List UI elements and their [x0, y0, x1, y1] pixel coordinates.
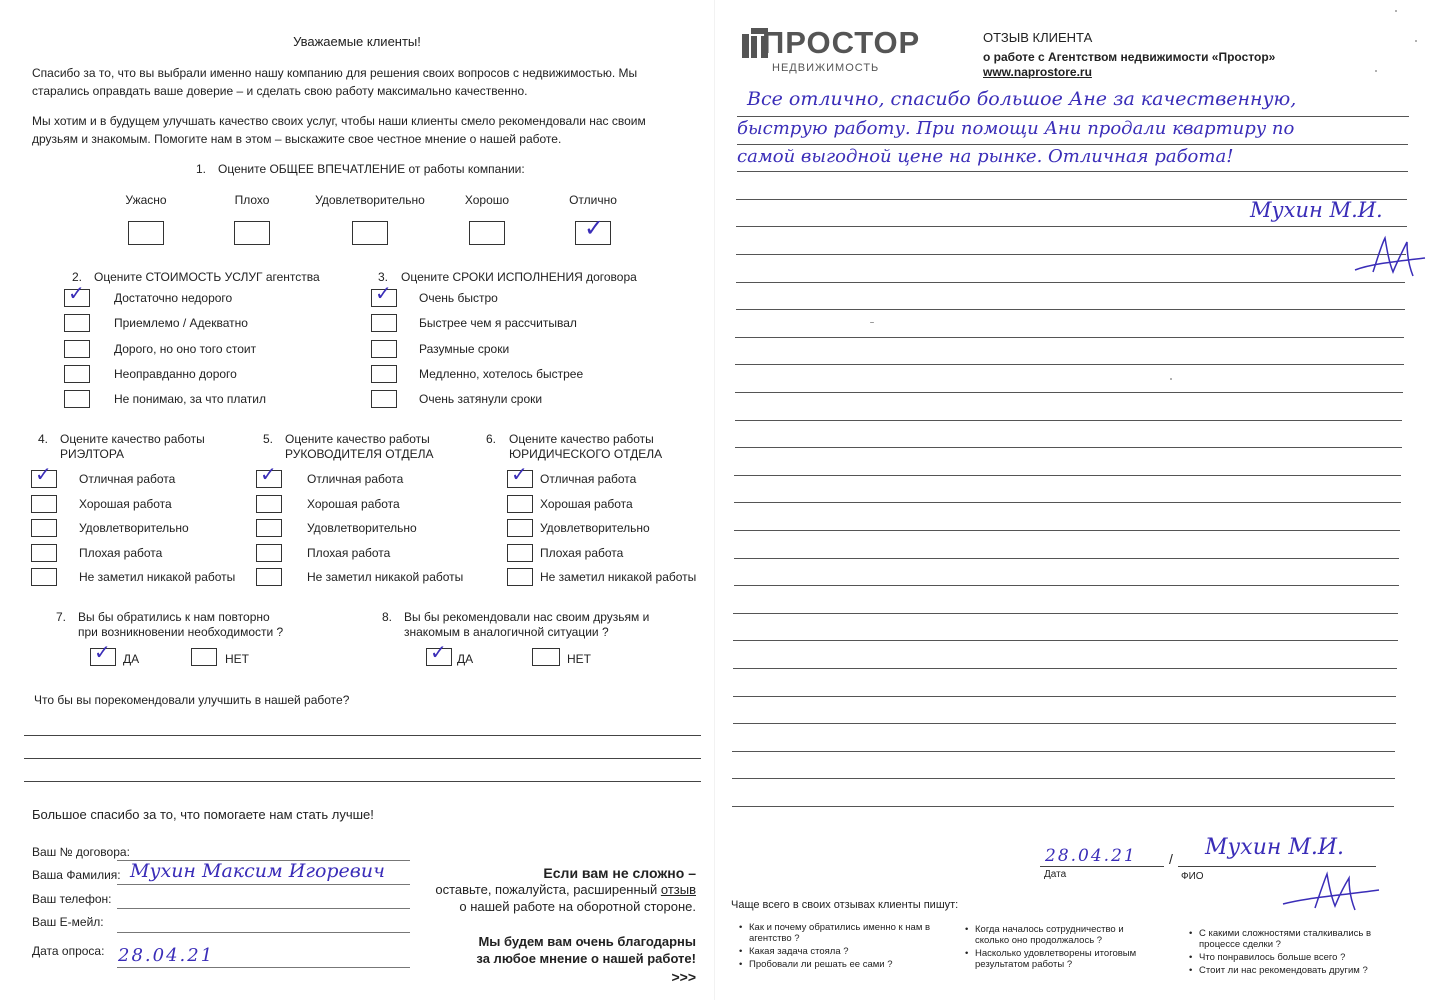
- cta-line-2-text: оставьте, пожалуйста, расширенный: [435, 882, 661, 897]
- tip-item: [965, 948, 1155, 970]
- greeting-heading: Уважаемые клиенты!: [293, 34, 421, 49]
- q2-option-label: Неоправданно дорого: [114, 366, 237, 381]
- q7-no-checkbox[interactable]: [191, 648, 217, 666]
- review-date-line[interactable]: [1040, 866, 1164, 867]
- q4-option-checkbox[interactable]: [31, 544, 57, 562]
- checkmark-icon: ✓: [430, 640, 447, 664]
- review-ruled-line[interactable]: [735, 420, 1403, 421]
- q6-option-checkbox[interactable]: [507, 568, 533, 586]
- thanks-heading: Большое спасибо за то, что помогаете нам стать лучше!: [32, 807, 374, 822]
- q4-option-checkbox[interactable]: [31, 495, 57, 513]
- q6-title-1: Оцените качество работы: [509, 432, 654, 446]
- checkmark-icon: ✓: [584, 214, 605, 242]
- q2-option-checkbox[interactable]: [64, 340, 90, 358]
- surname-handwritten: Мухин Максим Игоревич: [130, 860, 385, 882]
- cta-line-5: за любое мнение о нашей работе!: [476, 951, 696, 966]
- tip-item: [1189, 928, 1379, 950]
- q7-yes-checkbox[interactable]: [90, 640, 116, 666]
- q2-option-label: Дорого, но оно того стоит: [114, 341, 257, 356]
- q6-option-label: Отличная работа: [540, 472, 637, 486]
- review-ruled-line[interactable]: [734, 530, 1400, 531]
- q6-option-checkbox[interactable]: [507, 544, 533, 562]
- improve-line[interactable]: [24, 735, 701, 736]
- date-field-line[interactable]: [117, 967, 410, 968]
- checkmark-icon: ✓: [68, 281, 85, 305]
- surname-label: Ваша Фамилия:: [32, 868, 121, 882]
- review-ruled-line[interactable]: [733, 668, 1397, 669]
- q1-option-checkbox[interactable]: [234, 221, 270, 245]
- checkmark-icon: ✓: [511, 462, 528, 486]
- bullet-icon: •: [1189, 965, 1193, 976]
- tips-column-2: [965, 924, 1155, 972]
- q8-yes-label: ДА: [457, 652, 474, 666]
- q6-option-label: Удовлетворительно: [540, 521, 650, 535]
- q5-number: 5.: [263, 432, 274, 446]
- review-line-1: Все отлично, спасибо большое Ане за качественную,: [747, 88, 1297, 110]
- intro-paragraph-2: Мы хотим и в будущем улучшать качество своих услуг, чтобы наши клиенты смело рекомендовали нас своим друзьям и знакомым. Помогите нам в этом – выскажите свое честное мнение о нашей работе.: [32, 114, 646, 146]
- scan-speck: [870, 322, 874, 323]
- scan-speck: [1395, 10, 1397, 12]
- q5-option-checkbox[interactable]: [256, 519, 282, 537]
- review-header-subtitle: о работе с Агентством недвижимости «Простор»: [983, 50, 1276, 64]
- tip-text: Что понравилось больше всего ?: [1199, 952, 1346, 963]
- q8-number: 8.: [382, 610, 393, 624]
- q5-option-label: Отличная работа: [307, 472, 404, 486]
- q4-number: 4.: [38, 432, 49, 446]
- q4-option-checkbox[interactable]: [31, 462, 57, 488]
- review-ruled-line[interactable]: [734, 475, 1401, 476]
- q1-option-checkbox[interactable]: [128, 221, 164, 245]
- tip-item: [739, 922, 939, 944]
- q5-option-checkbox[interactable]: [256, 462, 282, 488]
- review-ruled-line[interactable]: [734, 502, 1400, 503]
- improve-line[interactable]: [24, 781, 701, 782]
- q8-no-label: НЕТ: [567, 652, 591, 666]
- prostor-logo: [742, 26, 932, 76]
- logo-subtitle: НЕДВИЖИМОСТЬ: [772, 62, 880, 74]
- tips-title: Чаще всего в своих отзывах клиенты пишут:: [731, 899, 959, 911]
- q4-option-label: Отличная работа: [79, 472, 176, 486]
- review-ruled-line[interactable]: [737, 116, 1409, 117]
- bullet-icon: •: [739, 946, 743, 957]
- scan-speck: [1375, 70, 1377, 72]
- q5-title-1: Оцените качество работы: [285, 432, 430, 446]
- q6-option-label: Плохая работа: [540, 545, 624, 560]
- q3-option-label: Разумные сроки: [419, 341, 510, 356]
- q7-yes-label: ДА: [123, 652, 140, 666]
- scan-speck: [1415, 40, 1417, 42]
- q8-no-checkbox[interactable]: [532, 648, 560, 666]
- q4-option-checkbox[interactable]: [31, 568, 57, 586]
- q4-option-checkbox[interactable]: [31, 519, 57, 537]
- bullet-icon: •: [965, 948, 969, 959]
- q3-option-checkbox[interactable]: [371, 314, 397, 332]
- q1-option-label: Удовлетворительно: [315, 193, 425, 207]
- checkmark-icon: ✓: [375, 281, 392, 305]
- tips-column-1: [739, 922, 939, 972]
- q5-option-checkbox[interactable]: [256, 495, 282, 513]
- cta-line-4: Мы будем вам очень благодарны: [478, 934, 696, 949]
- q1-option-checkbox[interactable]: [575, 214, 611, 245]
- q8-line-2: знакомым в аналогичной ситуации ?: [404, 625, 609, 639]
- q4-option-label: Хорошая работа: [79, 496, 172, 511]
- q5-option-label: Не заметил никакой работы: [307, 570, 464, 584]
- review-line-3: самой выгодной цене на рынке. Отличная работа!: [737, 146, 1234, 167]
- q2-option-checkbox[interactable]: [64, 314, 90, 332]
- signature-icon: [1351, 232, 1431, 282]
- cta-arrows: >>>: [671, 969, 696, 985]
- q8-yes-checkbox[interactable]: [426, 640, 452, 666]
- date-label: Дата опроса:: [32, 944, 105, 958]
- review-ruled-line[interactable]: [736, 226, 1406, 227]
- q4-option-label: Плохая работа: [79, 545, 163, 560]
- review-ruled-line[interactable]: [735, 364, 1403, 365]
- q6-option-checkbox[interactable]: [507, 462, 533, 488]
- fio-signature-icon: [1275, 868, 1385, 913]
- review-ruled-line[interactable]: [736, 309, 1405, 310]
- q2-option-checkbox[interactable]: [64, 390, 90, 408]
- tip-text: Какая задача стояла ?: [749, 946, 849, 957]
- q2-option-checkbox[interactable]: [64, 365, 90, 383]
- review-ruled-line[interactable]: [733, 613, 1398, 614]
- q1-title: Оцените ОБЩЕЕ ВПЕЧАТЛЕНИЕ от работы компании:: [218, 162, 525, 176]
- phone-label: Ваш телефон:: [32, 892, 112, 906]
- q2-option-label: Не понимаю, за что платил: [114, 392, 267, 407]
- q5-option-label: Плохая работа: [307, 545, 391, 560]
- review-link[interactable]: отзыв: [660, 882, 696, 897]
- email-label: Ваш Е-мейл:: [32, 915, 104, 929]
- website-link[interactable]: www.naprostore.ru: [983, 65, 1092, 79]
- q3-option-checkbox[interactable]: [371, 281, 397, 307]
- review-ruled-line[interactable]: [733, 640, 1397, 641]
- q5-title-2: РУКОВОДИТЕЛЯ ОТДЕЛА: [285, 447, 434, 461]
- tip-text: С какими сложностями сталкивались в процессе сделки ?: [1199, 928, 1372, 950]
- tip-text: Когда началось сотрудничество и сколько оно продолжалось ?: [975, 924, 1124, 946]
- q1-option-checkbox[interactable]: [352, 221, 388, 245]
- review-ruled-line[interactable]: [733, 696, 1397, 697]
- q5-option-checkbox[interactable]: [256, 544, 282, 562]
- tip-item: [965, 924, 1155, 946]
- q2-option-checkbox[interactable]: [64, 281, 90, 307]
- q6-number: 6.: [486, 432, 497, 446]
- tip-text: Пробовали ли решать ее сами ?: [749, 959, 893, 970]
- q4-title-1: Оцените качество работы: [60, 432, 205, 446]
- review-ruled-line[interactable]: [732, 778, 1394, 779]
- right-page: [715, 0, 1439, 1000]
- scan-speck: [1170, 378, 1172, 380]
- bullet-icon: •: [1189, 952, 1193, 963]
- checkmark-icon: ✓: [94, 640, 111, 664]
- bullet-icon: •: [739, 922, 743, 933]
- survey-date-handwritten: 28.04.21: [118, 945, 215, 966]
- q1-option-label: Хорошо: [464, 193, 510, 207]
- tip-text: Стоит ли нас рекомендовать другим ?: [1199, 965, 1368, 976]
- q3-option-label: Быстрее чем я рассчитывал: [419, 316, 577, 331]
- review-date-label: Дата: [1044, 869, 1067, 880]
- phone-field-line[interactable]: [117, 908, 410, 909]
- review-ruled-line[interactable]: [735, 392, 1403, 393]
- q6-option-label: Не заметил никакой работы: [540, 570, 697, 584]
- review-fio-label: ФИО: [1181, 871, 1204, 882]
- review-ruled-line[interactable]: [737, 171, 1408, 172]
- q2-number: 2.: [72, 270, 83, 284]
- tip-item: [1189, 952, 1379, 963]
- q2-option-label: Достаточно недорого: [114, 291, 233, 305]
- q4-title-2: РИЭЛТОРА: [60, 447, 125, 461]
- logo-text: ПРОСТОР: [762, 25, 921, 60]
- q2-title: Оцените СТОИМОСТЬ УСЛУГ агентства: [94, 270, 320, 284]
- q5-option-label: Удовлетворительно: [307, 521, 417, 535]
- left-page: [0, 0, 714, 1000]
- q5-option-label: Хорошая работа: [307, 496, 400, 511]
- q1-option-checkbox[interactable]: [469, 221, 505, 245]
- cta-line-2: [435, 883, 696, 897]
- improve-line[interactable]: [24, 758, 701, 759]
- intro-paragraph-1: Спасибо за то, что вы выбрали именно нашу компанию для решения своих вопросов с недвижимостью. Мы старались оправдать ваше доверие – и сделать свою работу максимально качественно.: [32, 66, 638, 98]
- q6-option-label: Хорошая работа: [540, 496, 633, 511]
- review-ruled-line[interactable]: [733, 723, 1396, 724]
- q3-option-label: Очень затянули сроки: [419, 392, 543, 407]
- q4-option-label: Удовлетворительно: [79, 521, 189, 535]
- review-header-title: ОТЗЫВ КЛИЕНТА: [983, 30, 1093, 45]
- tip-text: Как и почему обратились именно к нам в агентство ?: [749, 922, 931, 944]
- review-ruled-line[interactable]: [737, 144, 1409, 145]
- q3-option-label: Очень быстро: [419, 291, 498, 305]
- q3-number: 3.: [378, 270, 389, 284]
- q7-line-1: Вы бы обратились к нам повторно: [78, 610, 270, 624]
- q6-title-2: ЮРИДИЧЕСКОГО ОТДЕЛА: [509, 447, 663, 461]
- review-fio-line[interactable]: [1178, 866, 1376, 867]
- review-signature-name: Мухин М.И.: [1250, 198, 1383, 222]
- checkmark-icon: ✓: [260, 462, 277, 486]
- q7-no-label: НЕТ: [225, 652, 249, 666]
- review-line-2: быструю работу. При помощи Ани продали квартиру по: [737, 118, 1295, 139]
- bullet-icon: •: [1189, 928, 1193, 939]
- q3-option-checkbox[interactable]: [371, 365, 397, 383]
- q8-line-1: Вы бы рекомендовали нас своим друзьям и: [404, 610, 650, 624]
- review-ruled-line[interactable]: [734, 585, 1399, 586]
- review-ruled-line[interactable]: [736, 254, 1406, 255]
- q5-option-checkbox[interactable]: [256, 568, 282, 586]
- q7-line-2: при возникновении необходимости ?: [78, 625, 284, 639]
- contract-label: Ваш № договора:: [32, 845, 130, 859]
- review-ruled-line[interactable]: [736, 282, 1406, 283]
- surname-field-line[interactable]: [117, 884, 410, 885]
- q4-option-label: Не заметил никакой работы: [79, 570, 236, 584]
- review-fio-handwritten: Мухин М.И.: [1205, 835, 1345, 860]
- q6-option-checkbox[interactable]: [507, 519, 533, 537]
- cta-line-3: о нашей работе на оборотной стороне.: [459, 899, 696, 914]
- q3-option-label: Медленно, хотелось быстрее: [419, 366, 584, 381]
- review-date-handwritten: 28.04.21: [1045, 846, 1137, 866]
- q6-option-checkbox[interactable]: [507, 495, 533, 513]
- q7-number: 7.: [56, 610, 67, 624]
- q3-title: Оцените СРОКИ ИСПОЛНЕНИЯ договора: [401, 270, 637, 284]
- date-fio-slash: /: [1169, 851, 1173, 867]
- review-ruled-line[interactable]: [735, 337, 1404, 338]
- tip-item: [739, 959, 939, 970]
- bullet-icon: •: [965, 924, 969, 935]
- tip-text: Насколько удовлетворены итоговым результатом работы ?: [975, 948, 1137, 970]
- q1-option-label: Ужасно: [125, 193, 167, 207]
- q3-option-checkbox[interactable]: [371, 390, 397, 408]
- q1-option-label: Отлично: [569, 193, 617, 207]
- tip-item: [739, 946, 939, 957]
- q3-option-checkbox[interactable]: [371, 340, 397, 358]
- q1-option-label: Плохо: [234, 193, 270, 207]
- review-ruled-line[interactable]: [735, 447, 1402, 448]
- review-ruled-line[interactable]: [734, 558, 1400, 559]
- q2-option-label: Приемлемо / Адекватно: [114, 316, 248, 331]
- checkmark-icon: ✓: [35, 462, 52, 486]
- q1-number: 1.: [196, 162, 207, 176]
- cta-line-1: Если вам не сложно –: [543, 865, 696, 881]
- bullet-icon: •: [739, 959, 743, 970]
- improve-question: Что бы вы порекомендовали улучшить в нашей работе?: [34, 693, 350, 707]
- email-field-line[interactable]: [117, 932, 410, 933]
- review-ruled-line[interactable]: [732, 751, 1395, 752]
- review-ruled-line[interactable]: [732, 806, 1394, 807]
- tips-column-3: [1189, 928, 1379, 978]
- tip-item: [1189, 965, 1379, 976]
